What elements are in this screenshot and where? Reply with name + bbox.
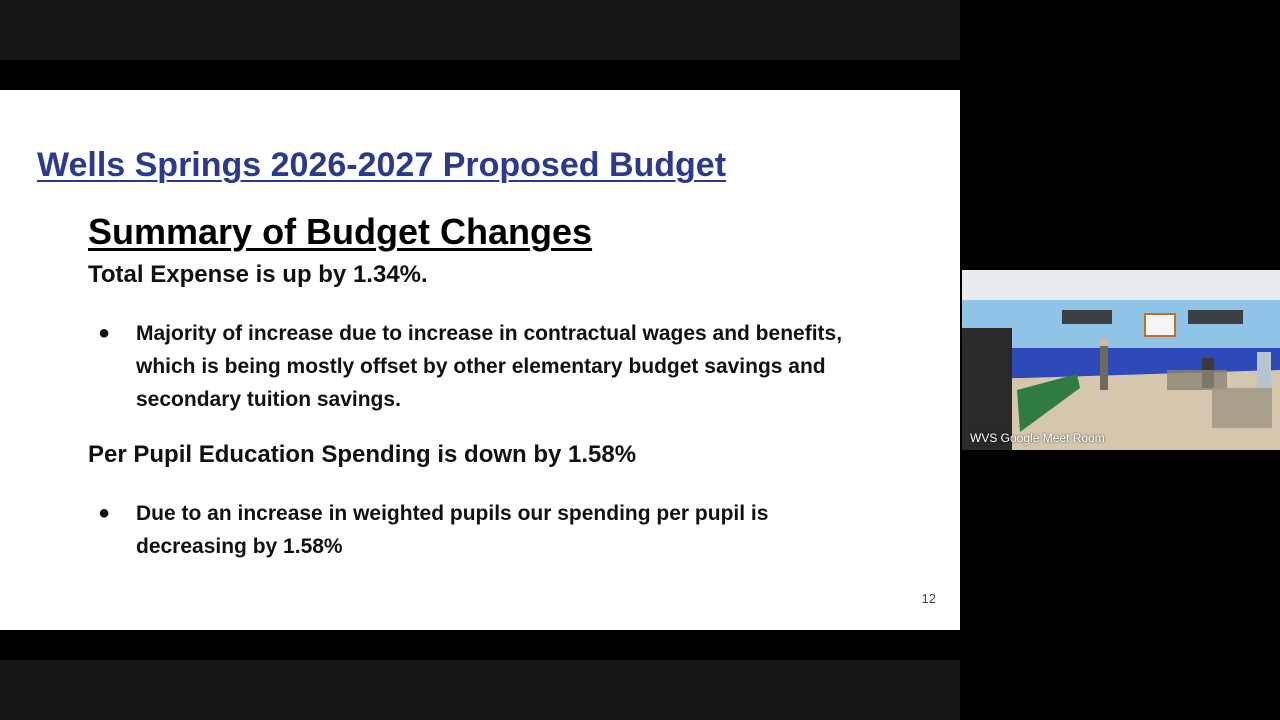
bullet-wages-text: Majority of increase due to increase in contractual wages and benefits, which is being mostly offset by other elementary budget savings and secondary tuition savings.	[136, 322, 843, 411]
participant-video-tile[interactable]	[962, 270, 1280, 450]
section-heading: Summary of Budget Changes	[88, 211, 593, 252]
gym-video-feed	[962, 270, 1280, 450]
per-pupil-line: Per Pupil Education Spending is down by 1.58%	[88, 441, 637, 468]
bullet-weighted-pupils-text: Due to an increase in weighted pupils our spending per pupil is decreasing by 1.58%	[136, 502, 769, 558]
bullet-dot: ●	[98, 502, 111, 524]
total-expense-line: Total Expense is up by 1.34%.	[88, 261, 428, 288]
bullet-dot: ●	[98, 322, 111, 344]
participant-name-label: WVS Google Meet Room	[970, 431, 1105, 445]
top-letterbox	[0, 0, 960, 60]
slide-title: Wells Springs 2026-2027 Proposed Budget	[37, 146, 727, 184]
bottom-letterbox	[0, 660, 960, 720]
slide-page-number: 12	[921, 591, 936, 606]
